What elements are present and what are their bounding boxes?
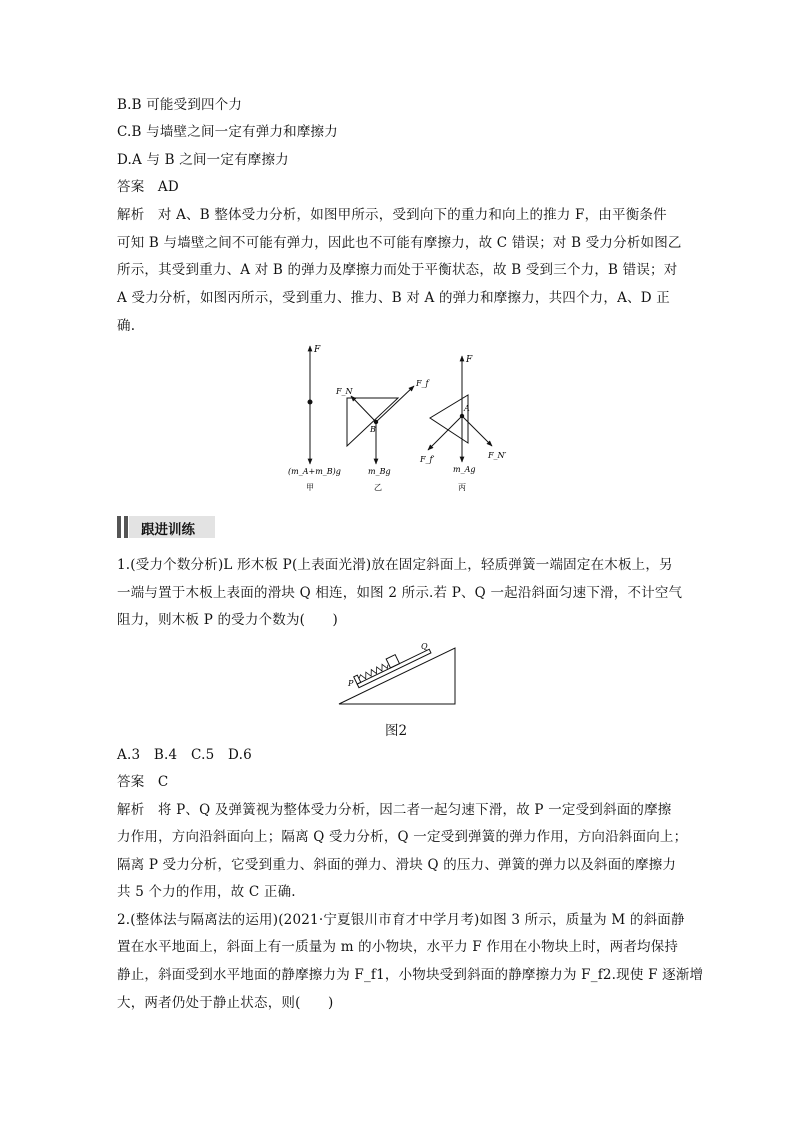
incline-label-p: P xyxy=(348,679,354,688)
analysis-label: 解析 xyxy=(117,207,145,223)
force-diagrams-figure xyxy=(280,338,520,498)
diagram-yi xyxy=(335,379,431,492)
bing-ff-label: F_f′ xyxy=(420,455,435,464)
section-title: 跟进训练 xyxy=(141,522,195,538)
analysis-2-line-2: 力作用，方向沿斜面向上；隔离 Q 受力分析，Q 一定受到弹簧的弹力作用，方向沿斜面向上； xyxy=(117,829,688,845)
analysis-text: 对 A、B 整体受力分析，如图甲所示，受到向下的重力和向上的推力 F，由平衡条件 xyxy=(157,207,667,223)
bing-fn-label: F_N′ xyxy=(488,451,507,460)
q1-line-3: 阻力，则木板 P 的受力个数为( ) xyxy=(117,612,338,628)
q2-line-2: 置在水平地面上，斜面上有一质量为 m 的小物块，水平力 F 作用在小物块上时，两者均保持 xyxy=(117,939,679,955)
yi-weight-label: m_Bg xyxy=(368,467,391,476)
yi-body-label: B xyxy=(370,425,376,434)
section-banner xyxy=(117,514,215,540)
option-b: B.B 可能受到四个力 xyxy=(117,97,243,113)
analysis-1-line-2: 可知 B 与墙壁之间不可能有弹力，因此也不可能有摩擦力，故 C 错误；对 B 受力分析如图乙 xyxy=(117,235,682,251)
jia-weight-label: (m_A+m_B)g xyxy=(288,467,341,476)
q1-options: A.3 B.4 C.5 D.6 xyxy=(117,747,252,763)
answer-1 xyxy=(117,177,179,197)
figure-2-caption: 图2 xyxy=(385,723,408,739)
bing-body-label: A xyxy=(464,404,470,413)
incline-label-q: Q xyxy=(421,642,428,651)
yi-caption: 乙 xyxy=(374,483,382,492)
answer-value: C xyxy=(157,774,169,790)
answer-label: 答案 xyxy=(117,179,145,195)
analysis-text: 将 P、Q 及弹簧视为整体受力分析，因二者一起匀速下滑，故 P 一定受到斜面的摩擦 xyxy=(157,802,672,818)
analysis-1-line-4: A 受力分析，如图丙所示，受到重力、推力、B 对 A 的弹力和摩擦力，共四个力，A、D 正 xyxy=(117,290,670,306)
bing-caption: 丙 xyxy=(458,483,466,492)
q2-line-1: 2.(整体法与隔离法的运用)(2021·宁夏银川市育才中学月考)如图 3 所示，质量为 M 的斜面静 xyxy=(117,912,685,928)
jia-force-label: F xyxy=(314,345,321,355)
answer-value: AD xyxy=(157,179,179,195)
analysis-label: 解析 xyxy=(117,802,145,818)
jia-caption: 甲 xyxy=(306,483,314,492)
analysis-1-line-1 xyxy=(117,205,667,225)
answer-label: 答案 xyxy=(117,774,145,790)
analysis-1-line-3: 所示，其受到重力、A 对 B 的弹力及摩擦力而处于平衡状态，故 B 受到三个力，B 错误；对 xyxy=(117,262,678,278)
q2-line-3: 静止，斜面受到水平地面的静摩擦力为 F_f1，小物块受到斜面的静摩擦力为 F_f2.现使 F 逐渐增 xyxy=(117,967,704,983)
bing-weight-label: m_Ag xyxy=(453,465,476,474)
option-c: C.B 与墙壁之间一定有弹力和摩擦力 xyxy=(117,124,338,140)
q2-line-4: 大，两者仍处于静止状态，则( ) xyxy=(117,995,334,1011)
analysis-2-line-4: 共 5 个力的作用，故 C 正确. xyxy=(117,884,296,900)
analysis-2-line-1 xyxy=(117,800,672,820)
yi-fn-label: F_N xyxy=(336,387,353,396)
analysis-1-line-5: 确. xyxy=(117,318,136,334)
q1-line-1: 1.(受力个数分析)L 形木板 P(上表面光滑)放在固定斜面上，轻质弹簧一端固定在木板上，另 xyxy=(117,557,673,573)
yi-ff-label: F_f xyxy=(416,379,429,388)
q1-line-2: 一端与置于木板上表面的滑块 Q 相连，如图 2 所示.若 P、Q 一起沿斜面匀速下滑，不计空气 xyxy=(117,585,683,601)
answer-2 xyxy=(117,772,168,792)
diagram-bing xyxy=(419,355,507,492)
option-d: D.A 与 B 之间一定有摩擦力 xyxy=(117,152,289,168)
analysis-2-line-3: 隔离 P 受力分析，它受到重力、斜面的弹力、滑块 Q 的压力、弹簧的弹力以及斜面的摩擦力 xyxy=(117,857,677,873)
bing-force-label: F xyxy=(466,355,473,365)
diagram-jia xyxy=(288,345,341,492)
incline-figure xyxy=(335,636,460,708)
